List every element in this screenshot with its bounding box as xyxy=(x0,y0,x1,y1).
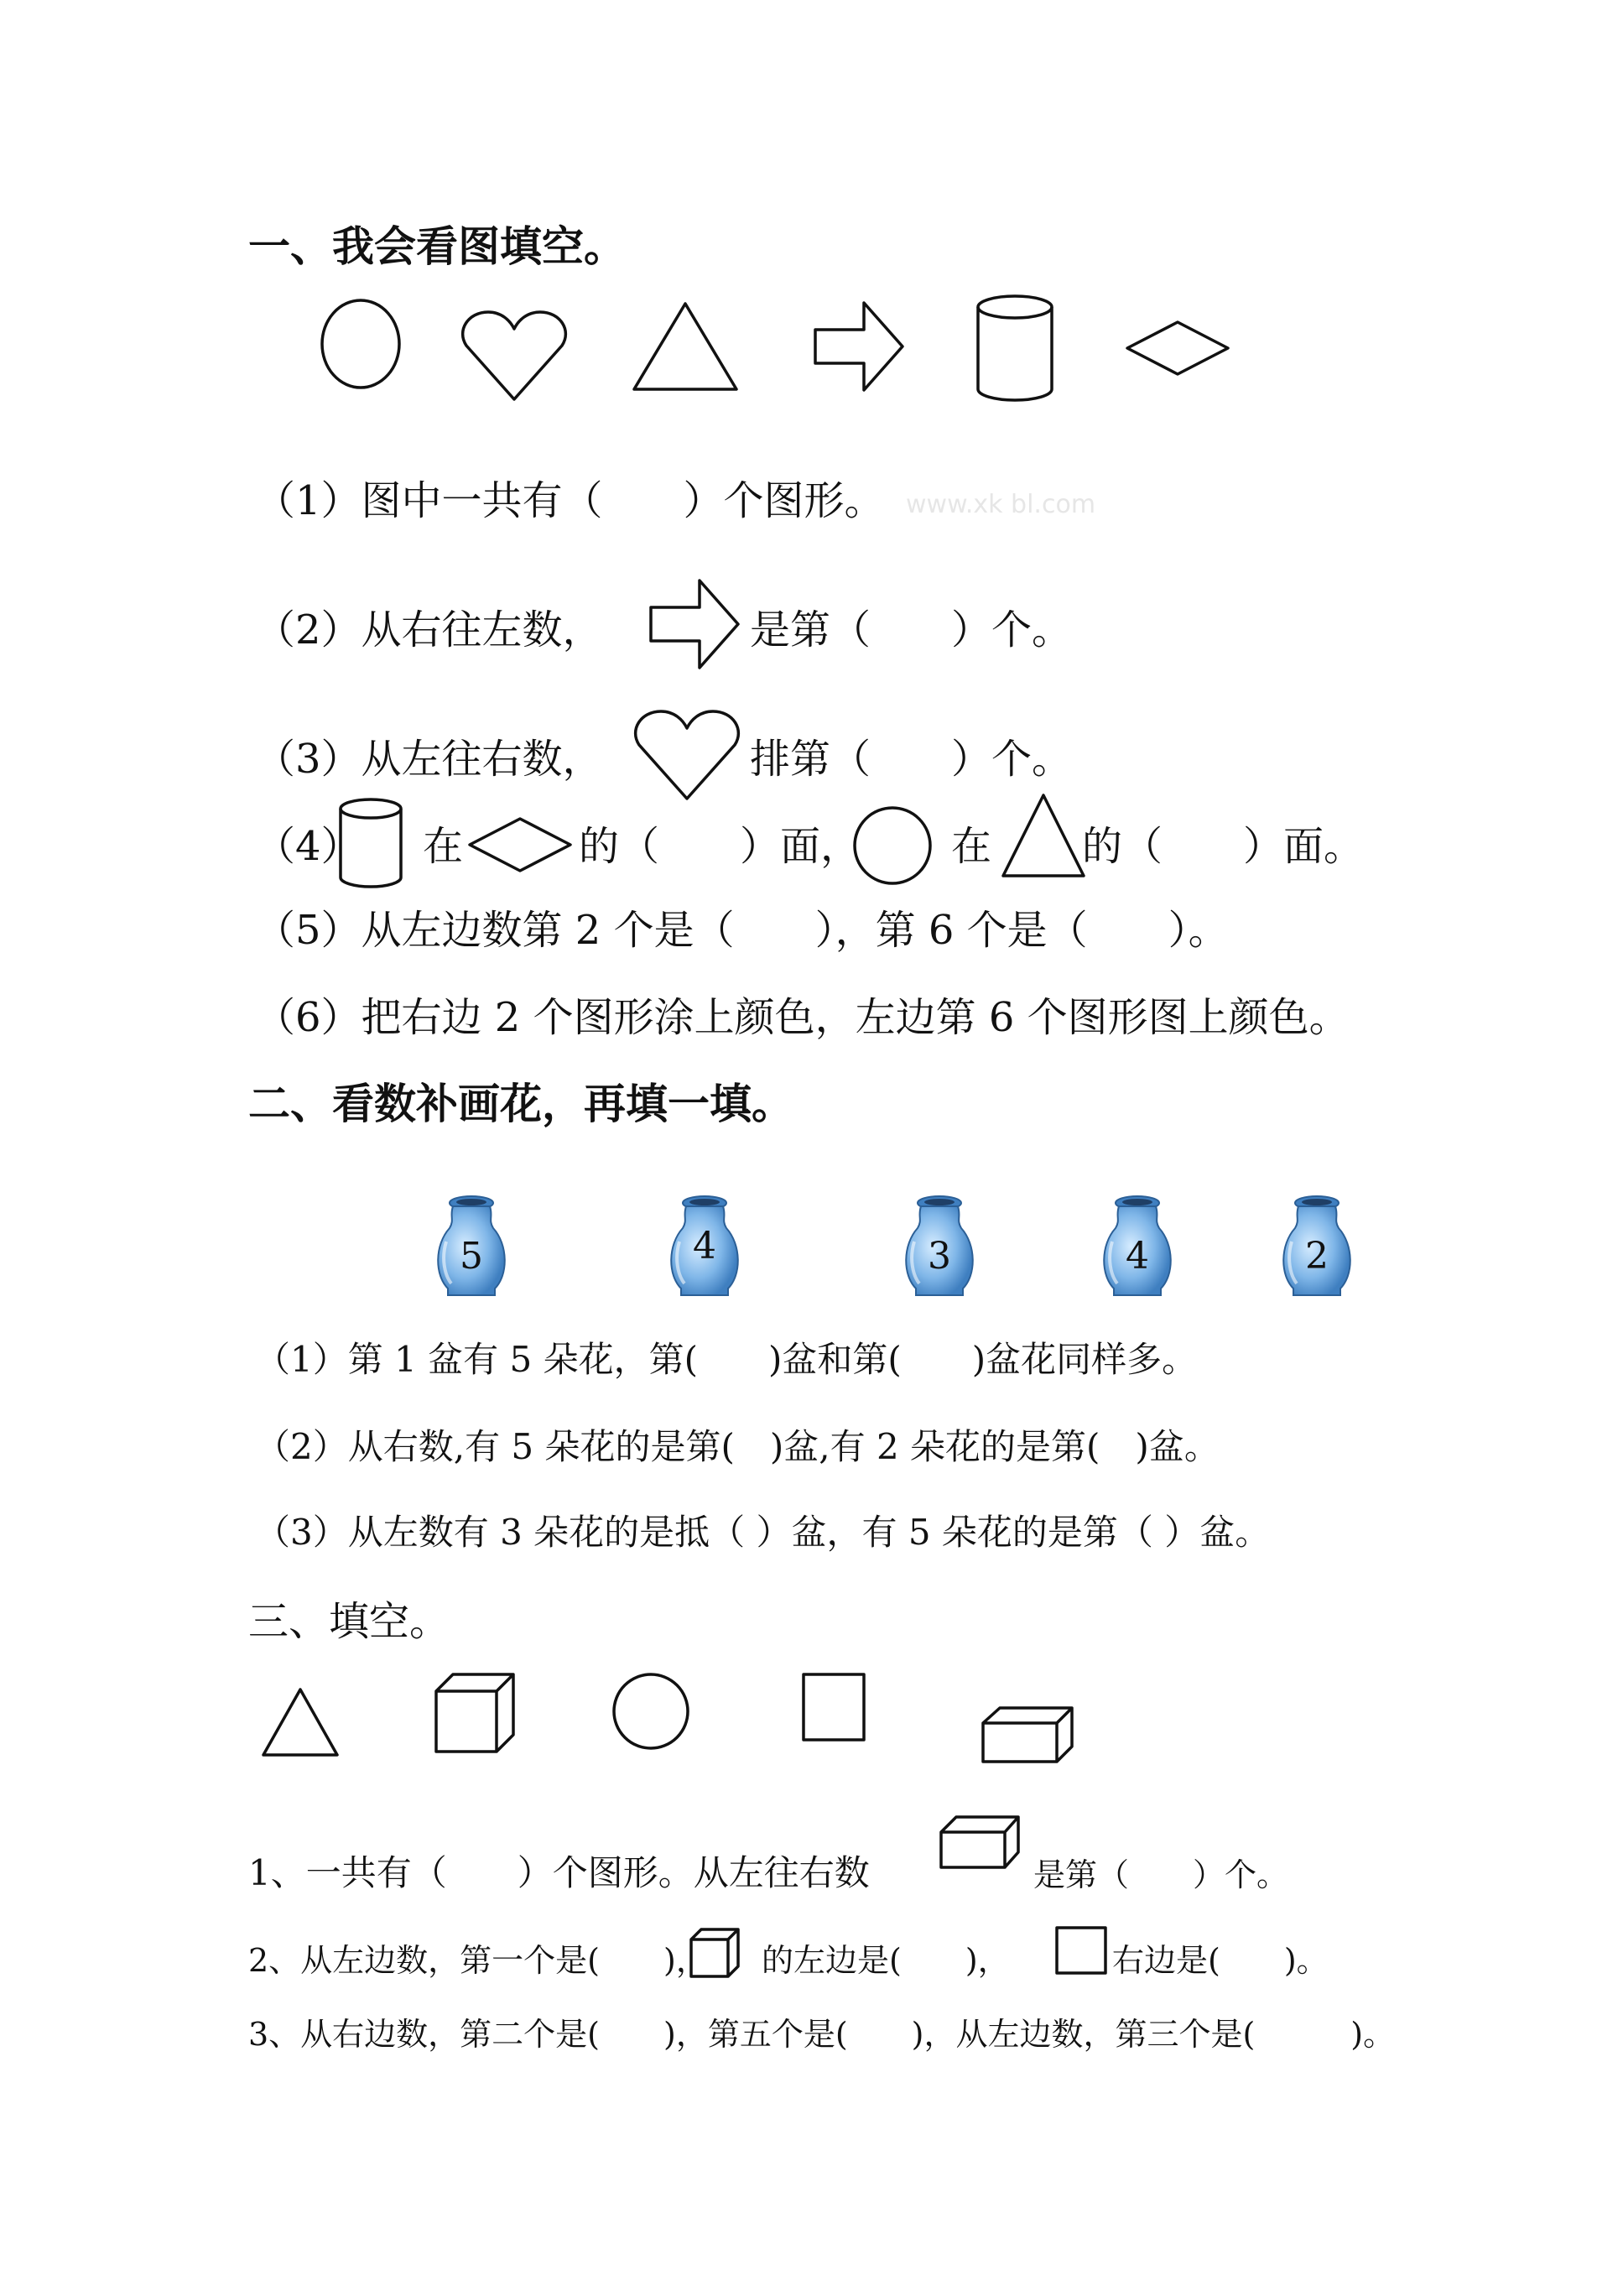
triangle-icon xyxy=(631,300,740,393)
heart-icon xyxy=(634,708,740,800)
section1-title: 一、我会看图填空。 xyxy=(248,222,626,271)
cube-icon xyxy=(433,1671,517,1755)
circle-icon xyxy=(851,804,934,888)
s1-question-3-prefix: （3）从左往右数， xyxy=(255,736,603,783)
s2-question-3: （3）从左数有 3 朵花的是抵（ ）盆，有 5 朵花的是第（ ）盆。 xyxy=(255,1512,1271,1553)
vase-number: 5 xyxy=(460,1235,483,1278)
vase-number: 4 xyxy=(1126,1235,1149,1278)
cylinder-icon xyxy=(337,797,404,889)
vase xyxy=(1095,1191,1179,1300)
heart-icon xyxy=(461,309,567,401)
arrow-icon xyxy=(812,299,906,393)
square-icon xyxy=(1053,1924,1109,1976)
s1-question-5: （5）从左边数第 2 个是（ ），第 6 个是（ ）。 xyxy=(255,907,1229,954)
vase-number: 3 xyxy=(928,1235,951,1278)
s1-question-6: （6）把右边 2 个图形涂上颜色，左边第 6 个图形图上颜色。 xyxy=(255,994,1350,1041)
cylinder-icon xyxy=(975,294,1055,403)
vase-number: 4 xyxy=(693,1225,716,1268)
cube-icon xyxy=(688,1926,741,1980)
s1-question-2-suffix: 是第（ ）个。 xyxy=(750,607,1073,653)
s1-question-1: （1）图中一共有（ ）个图形。 xyxy=(255,477,885,524)
triangle-icon xyxy=(260,1686,341,1758)
triangle-icon xyxy=(1000,792,1087,879)
s1-question-4-word-zai: 在 xyxy=(423,823,464,870)
cuboid-icon xyxy=(938,1814,1022,1871)
vase xyxy=(663,1191,746,1300)
section3-title: 三、填空。 xyxy=(248,1598,450,1645)
s3-question-2-middle: 的左边是( )， xyxy=(762,1942,1010,1979)
s2-question-1: （1）第 1 盆有 5 朵花，第( )盆和第( )盆花同样多。 xyxy=(255,1339,1198,1380)
s3-question-1-prefix: 1、一共有（ ）个图形。从左往右数 xyxy=(248,1852,870,1893)
section2-title: 二、看数补画花，再填一填。 xyxy=(248,1080,793,1128)
vase xyxy=(429,1191,513,1300)
arrow-icon xyxy=(648,577,741,671)
s3-question-2-suffix: 右边是( )。 xyxy=(1112,1942,1329,1979)
square-icon xyxy=(800,1671,867,1743)
diamond-icon xyxy=(1124,319,1231,377)
s1-question-3-suffix: 排第（ ）个。 xyxy=(750,736,1073,783)
vase xyxy=(897,1191,981,1300)
circle-icon xyxy=(319,298,403,390)
s2-question-2: （2）从右数,有 5 朵花的是第( )盆,有 2 朵花的是第( )盆。 xyxy=(255,1426,1220,1467)
watermark: www.xk bl.com xyxy=(906,490,1096,519)
s1-question-4-blank-1: 的（ ）面， xyxy=(579,823,861,870)
s1-question-4-prefix: （4） xyxy=(255,823,362,870)
circle-icon xyxy=(611,1671,691,1752)
s3-question-1-suffix: 是第（ ）个。 xyxy=(1033,1856,1289,1893)
diamond-icon xyxy=(466,815,574,874)
s3-question-2-prefix: 2、从左边数，第一个是( )， xyxy=(248,1942,708,1979)
s1-question-2-prefix: （2）从右往左数， xyxy=(255,607,603,653)
s3-question-3: 3、从右边数，第二个是( )，第五个是( )，从左边数，第三个是( )。 xyxy=(248,2016,1396,2053)
vase-number: 2 xyxy=(1305,1235,1329,1278)
s1-question-4-blank-2: 的（ ）面。 xyxy=(1082,823,1365,870)
vase xyxy=(1275,1191,1359,1300)
cuboid-icon xyxy=(980,1705,1075,1765)
s1-question-4-word-zai-2: 在 xyxy=(951,823,992,870)
